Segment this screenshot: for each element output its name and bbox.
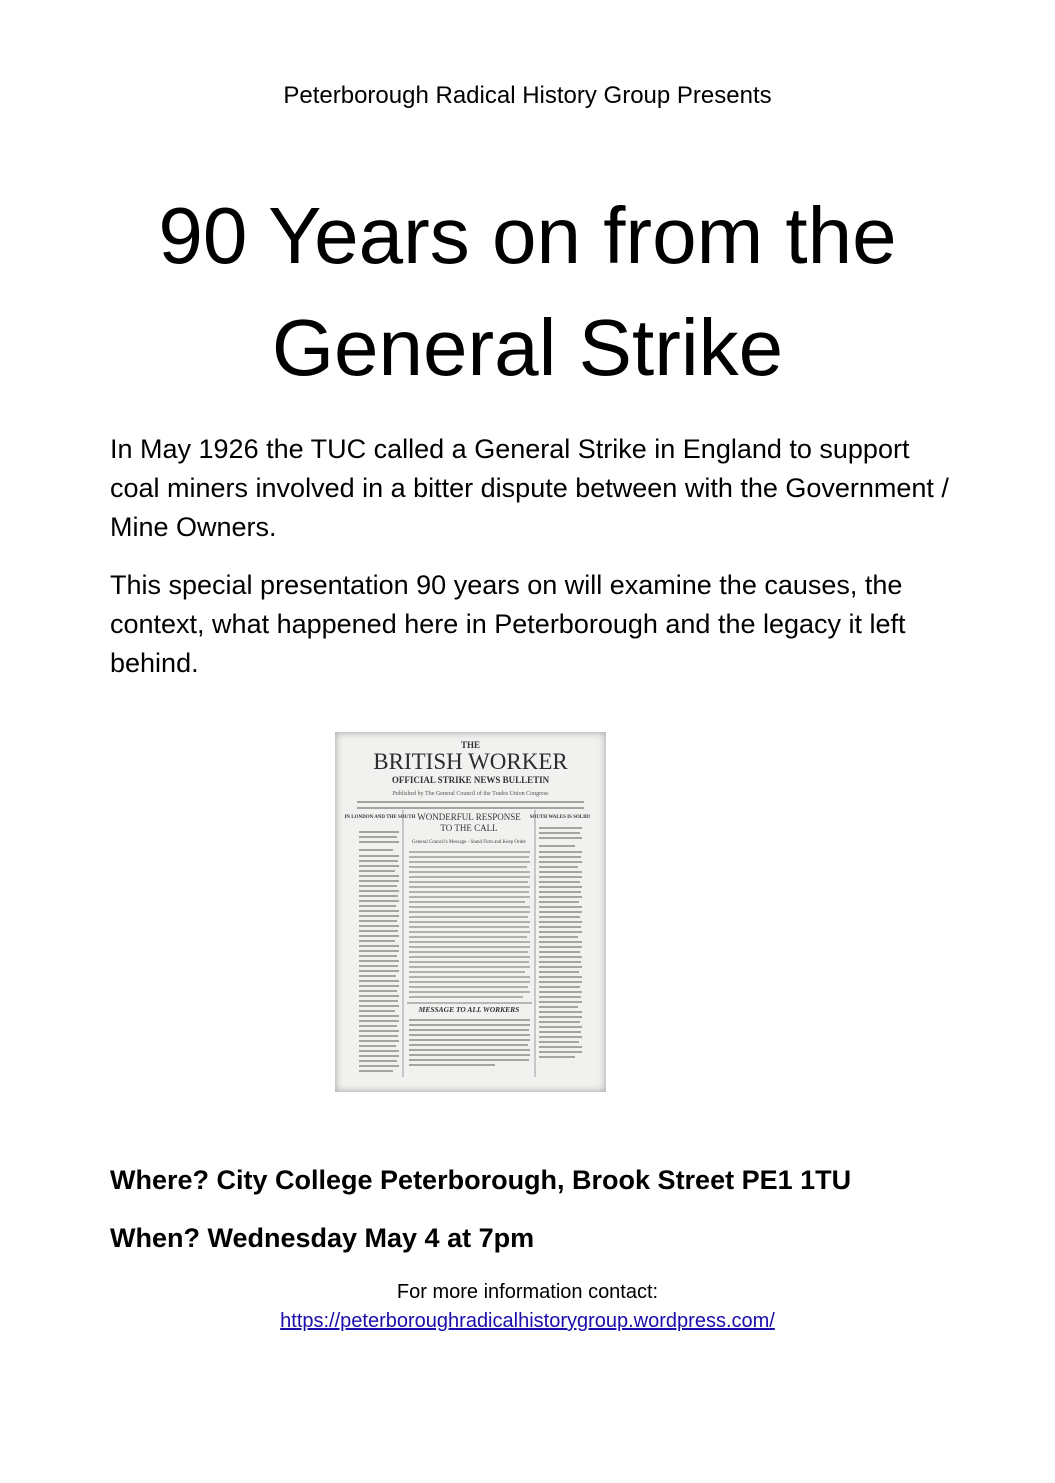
contact-website-link[interactable]: https://peterboroughradicalhistorygroup.wordpress.com/ <box>280 1310 775 1332</box>
newspaper-center-subhead: General Council's Message - Stand Firm and Keep Order <box>411 840 527 845</box>
newspaper-center-headline-1: WONDERFUL RESPONSE <box>417 812 521 822</box>
presenter-line: Peterborough Radical History Group Presents <box>283 82 772 109</box>
newspaper-message-text <box>409 1020 530 1065</box>
event-location: Where? City College Peterborough, Brook Street PE1 1TU <box>110 1165 852 1195</box>
newspaper-subtitle: OFFICIAL STRIKE NEWS BULLETIN <box>391 775 550 785</box>
british-worker-newspaper-image <box>335 732 606 1092</box>
title-line-2: General Strike <box>271 303 784 392</box>
newspaper-left-headline: IN LONDON AND THE SOUTH <box>344 815 416 820</box>
newspaper-message-headline: MESSAGE TO ALL WORKERS <box>418 1005 520 1014</box>
contact-label: For more information contact: <box>396 1281 659 1303</box>
newspaper-center-headline-2: TO THE CALL <box>440 823 498 833</box>
newspaper-masthead-small: THE <box>460 740 481 750</box>
contact-section <box>0 1278 1055 1336</box>
intro-paragraph: In May 1926 the TUC called a General Strike in England to support coal miners involved in a bitter dispute between with the Government / Mine Owners. <box>110 434 949 542</box>
title-line-1: 90 Years on from the <box>158 191 897 280</box>
newspaper-right-column-text <box>539 828 582 1057</box>
newspaper-publisher: Published by The General Council of the Trades Union Congress <box>392 791 549 797</box>
event-date-time: When? Wednesday May 4 at 7pm <box>110 1223 535 1253</box>
newspaper-illustration <box>335 732 606 1092</box>
presentation-paragraph: This special presentation 90 years on will examine the causes, the context, what happened here in Peterborough and the legacy it left behind. <box>110 570 906 678</box>
newspaper-left-column-text <box>359 832 399 1071</box>
poster-title <box>40 180 1015 404</box>
newspaper-masthead: BRITISH WORKER <box>373 749 568 774</box>
newspaper-center-column-text <box>409 852 530 997</box>
newspaper-right-headline: SOUTH WALES IS SOLID! <box>529 815 591 820</box>
